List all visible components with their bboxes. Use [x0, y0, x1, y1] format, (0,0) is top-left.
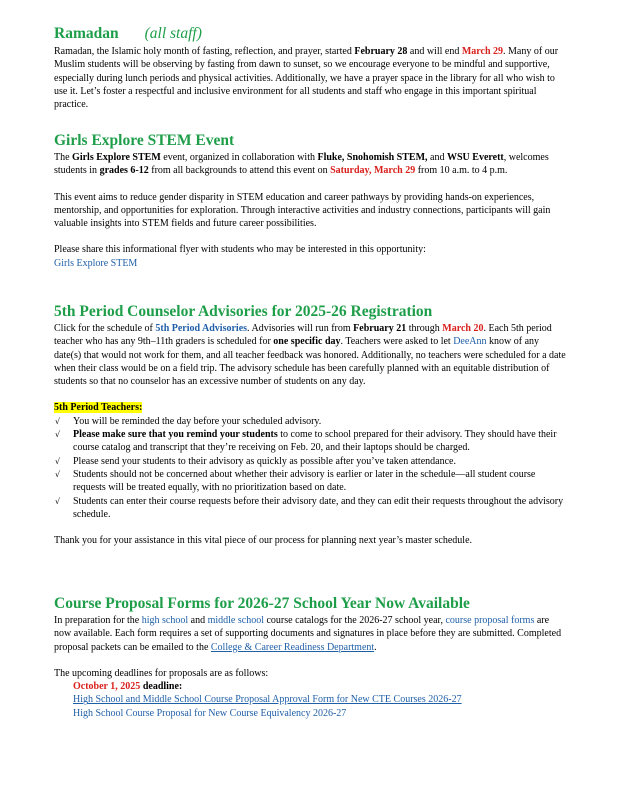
advisory-end-date: March 20 — [442, 323, 484, 334]
proposal-text: and — [188, 615, 208, 626]
advisory-contact-link[interactable]: DeeAnn — [453, 336, 487, 348]
list-item — [54, 455, 566, 468]
proposal-deadline-line — [54, 680, 566, 693]
advisory-text: know of any date(s) that would not work for them, and all teacher feedback was honored. Additionally, no teachers were scheduled for a date when their class would be on a field trip. The advisory schedule has been carefully planned with an equitable distribution of students so that no counselor has an excessive number of students on any day. — [54, 336, 566, 388]
proposal-text: . — [374, 641, 377, 653]
stem-text: from 10 a.m. to 4 p.m. — [415, 165, 508, 177]
ramadan-heading — [54, 24, 566, 43]
list-item — [54, 468, 566, 495]
cte-proposal-form-link[interactable]: High School and Middle School Course Proposal Approval Form for New CTE Courses 2026-27 — [73, 694, 462, 706]
stem-text: event, organized in collaboration with — [160, 152, 318, 163]
stem-event-name: Girls Explore STEM — [72, 152, 161, 163]
advisory-checklist — [54, 415, 566, 521]
advisory-text: Click for the schedule of — [54, 323, 156, 334]
advisory-text: . Teachers were asked to let — [340, 336, 454, 348]
stem-section — [54, 131, 566, 270]
list-item-text: to come to school prepared for their advisory. They should have their course catalog and transcript that they’re receiving on Feb. 20, and their laptops should be charged. — [73, 429, 557, 454]
stem-partner-wsu: WSU Everett — [446, 152, 504, 163]
stem-flyer-line — [54, 257, 566, 270]
ramadan-text: . Many of our Muslim students will be observing by fasting from dawn to sunset, so we encourage everyone to be mindful and supportive, especially during lunch periods and physical activities. Additionally, we have a prayer space in the library for all who wish to use it. Let’s foster a respectful and inclusive environment for all students and staff who engage in this important spiritual practice. — [54, 46, 559, 111]
check-icon: √ — [55, 430, 61, 440]
check-icon: √ — [55, 416, 61, 426]
stem-text: from all backgrounds to attend this event on — [148, 165, 331, 177]
list-item-text: Students should not be concerned about whether their advisory is earlier or later in the schedule—all student course requests will be treated equally, with no prioritization based on date. — [73, 468, 536, 494]
advisory-text: . Advisories will run from — [247, 323, 354, 334]
stem-text: , welcomes students in — [54, 152, 549, 177]
stem-intro — [54, 151, 566, 178]
advisory-schedule-link[interactable]: 5th Period Advisories — [155, 323, 248, 334]
proposal-text: course catalogs for the 2026-27 school year, — [263, 615, 446, 626]
proposal-section — [54, 594, 566, 720]
list-item — [54, 428, 566, 455]
check-icon: √ — [55, 496, 61, 506]
stem-partners: Fluke, Snohomish STEM, — [317, 152, 428, 163]
ramadan-text: and will end — [407, 46, 462, 57]
advisory-heading: 5th Period Counselor Advisories for 2025-26 Registration — [54, 303, 433, 320]
ramadan-end-date: March 29 — [461, 46, 504, 57]
proposal-heading: Course Proposal Forms for 2026-27 School Year Now Available — [54, 595, 470, 612]
proposal-deadline-suffix: deadline: — [140, 681, 183, 693]
middle-school-link[interactable]: middle school — [207, 615, 264, 626]
ramadan-section — [54, 24, 566, 111]
check-icon: √ — [55, 469, 61, 479]
proposal-deadline-date: October 1, 2025 — [73, 681, 141, 693]
stem-aims: This event aims to reduce gender disparity in STEM education and career pathways by providing hands-on experiences, mentorship, and opportunities for exploration. Through interactive activities and industry connections, participants will gain valuable insights into STEM fields and future career possibilities. — [54, 191, 551, 230]
advisory-section — [54, 302, 566, 547]
advisory-text: . Each 5th period teacher who has any 9th–11th graders is scheduled for — [54, 323, 552, 348]
advisory-start-date: February 21 — [353, 323, 407, 334]
advisory-teachers-label: 5th Period Teachers: — [54, 402, 143, 414]
advisory-intro — [54, 322, 566, 388]
advisory-teachers-line — [54, 401, 566, 414]
advisory-text: through — [406, 323, 443, 334]
list-item-bold: Please make sure that you remind your students — [73, 429, 278, 441]
proposal-form-line — [54, 707, 566, 720]
ramadan-start-date: February 28 — [354, 46, 408, 57]
stem-grades: grades 6-12 — [99, 165, 149, 177]
list-item — [54, 415, 566, 428]
list-item-text: You will be reminded the day before your scheduled advisory. — [73, 415, 322, 427]
advisory-thanks: Thank you for your assistance in this vital piece of our process for planning next year’s master schedule. — [54, 535, 473, 547]
stem-flyer-link[interactable]: Girls Explore STEM — [54, 257, 138, 269]
stem-text: and — [427, 152, 447, 163]
list-item — [54, 495, 566, 522]
proposal-form-line — [54, 693, 566, 706]
proposal-intro — [54, 614, 566, 654]
stem-text: The — [54, 152, 73, 163]
ramadan-audience: (all staff) — [144, 25, 202, 42]
equivalency-proposal-form-link[interactable]: High School Course Proposal for New Course Equivalency 2026-27 — [73, 707, 347, 719]
proposal-deadlines-intro: The upcoming deadlines for proposals are as follows: — [54, 667, 269, 679]
ramadan-body — [54, 45, 566, 111]
advisory-one-day: one specific day — [273, 336, 341, 348]
ramadan-title: Ramadan — [54, 25, 119, 42]
list-item-text: Please send your students to their advisory as quickly as possible after you’ve taken attendance. — [73, 455, 456, 467]
stem-share: Please share this informational flyer with students who may be interested in this opportunity: — [54, 244, 426, 256]
stem-event-date: Saturday, March 29 — [330, 165, 416, 177]
proposal-text: In preparation for the — [54, 615, 142, 626]
check-icon: √ — [55, 456, 61, 466]
ramadan-text: Ramadan, the Islamic holy month of fasting, reflection, and prayer, started — [54, 46, 355, 57]
list-item-text: Students can enter their course requests before their advisory date, and they can edit their requests throughout the advisory schedule. — [73, 495, 564, 520]
course-proposal-forms-link[interactable]: course proposal forms — [445, 615, 535, 626]
ccr-department-link[interactable]: College & Career Readiness Department — [210, 641, 375, 653]
proposal-text: are now available. Each form requires a set of supporting documents and signatures in place before they are submitted. Completed proposal packets can be emailed to the — [54, 615, 562, 653]
high-school-link[interactable]: high school — [141, 615, 189, 626]
stem-heading: Girls Explore STEM Event — [54, 132, 235, 149]
